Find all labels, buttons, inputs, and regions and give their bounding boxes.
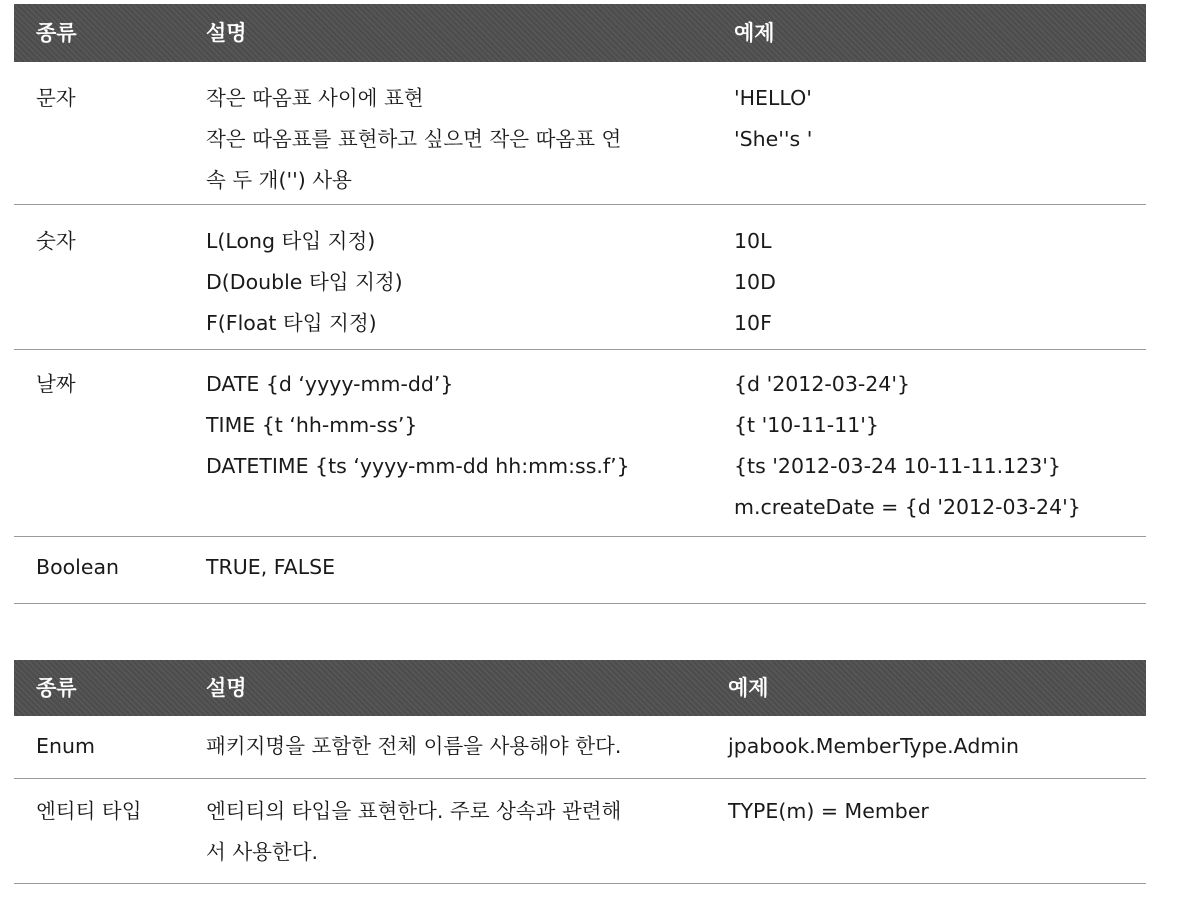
row-desc-line: 작은 따옴표를 표현하고 싶으면 작은 따옴표 연 <box>206 127 622 151</box>
row-example-line: m.createDate = {d '2012-03-24'} <box>734 495 1081 519</box>
row-kind: 엔티티 타입 <box>36 799 142 823</box>
header-description: 설명 <box>206 21 247 45</box>
table-row-date <box>14 350 1146 537</box>
header-kind: 종류 <box>36 676 77 700</box>
row-desc-line: 패키지명을 포함한 전체 이름을 사용해야 한다. <box>206 734 622 758</box>
row-example-line: {d '2012-03-24'} <box>734 372 911 396</box>
row-example-line: 'HELLO' <box>734 86 812 110</box>
special-types-table <box>14 660 1146 884</box>
row-desc-line: DATE {d ‘yyyy-mm-dd’} <box>206 372 454 396</box>
row-desc-line: TIME {t ‘hh-mm-ss’} <box>206 413 418 437</box>
header-description: 설명 <box>206 676 247 700</box>
header-example: 예제 <box>728 676 769 700</box>
row-desc-line: DATETIME {ts ‘yyyy-mm-dd hh:mm:ss.f’} <box>206 454 630 478</box>
row-example-line: 'She''s ' <box>734 127 813 151</box>
row-desc-line: 작은 따옴표 사이에 표현 <box>206 86 424 110</box>
table-header <box>14 660 1146 716</box>
row-kind: 문자 <box>36 86 76 110</box>
row-example-line: {ts '2012-03-24 10-11-11.123'} <box>734 454 1061 478</box>
literal-types-table <box>14 4 1146 604</box>
row-desc-line: D(Double 타입 지정) <box>206 270 403 294</box>
row-example-line: 10F <box>734 311 772 335</box>
row-desc-line: L(Long 타입 지정) <box>206 229 376 253</box>
table-row-boolean <box>14 537 1146 604</box>
row-example-line: 10D <box>734 270 776 294</box>
row-example-line: jpabook.MemberType.Admin <box>728 734 1020 758</box>
row-desc-line: 서 사용한다. <box>206 840 319 864</box>
row-kind: 날짜 <box>36 372 76 396</box>
row-example-line: TYPE(m) = Member <box>728 799 929 823</box>
row-kind: Boolean <box>36 555 120 579</box>
table-header <box>14 4 1146 62</box>
row-desc-line: F(Float 타입 지정) <box>206 311 377 335</box>
row-example-line: {t '10-11-11'} <box>734 413 879 437</box>
row-kind: Enum <box>36 734 95 758</box>
row-desc-line: 엔티티의 타입을 표현한다. 주로 상속과 관련해 <box>206 799 622 823</box>
header-example: 예제 <box>734 21 775 45</box>
table-row-entity-type <box>14 779 1146 884</box>
row-desc-line: TRUE, FALSE <box>206 555 336 579</box>
table-row-string <box>14 62 1146 205</box>
table-row-enum <box>14 716 1146 779</box>
header-kind: 종류 <box>36 21 77 45</box>
row-example-line: 10L <box>734 229 772 253</box>
table-row-number <box>14 205 1146 350</box>
row-desc-line: 속 두 개('') 사용 <box>206 168 352 192</box>
row-kind: 숫자 <box>36 229 76 253</box>
